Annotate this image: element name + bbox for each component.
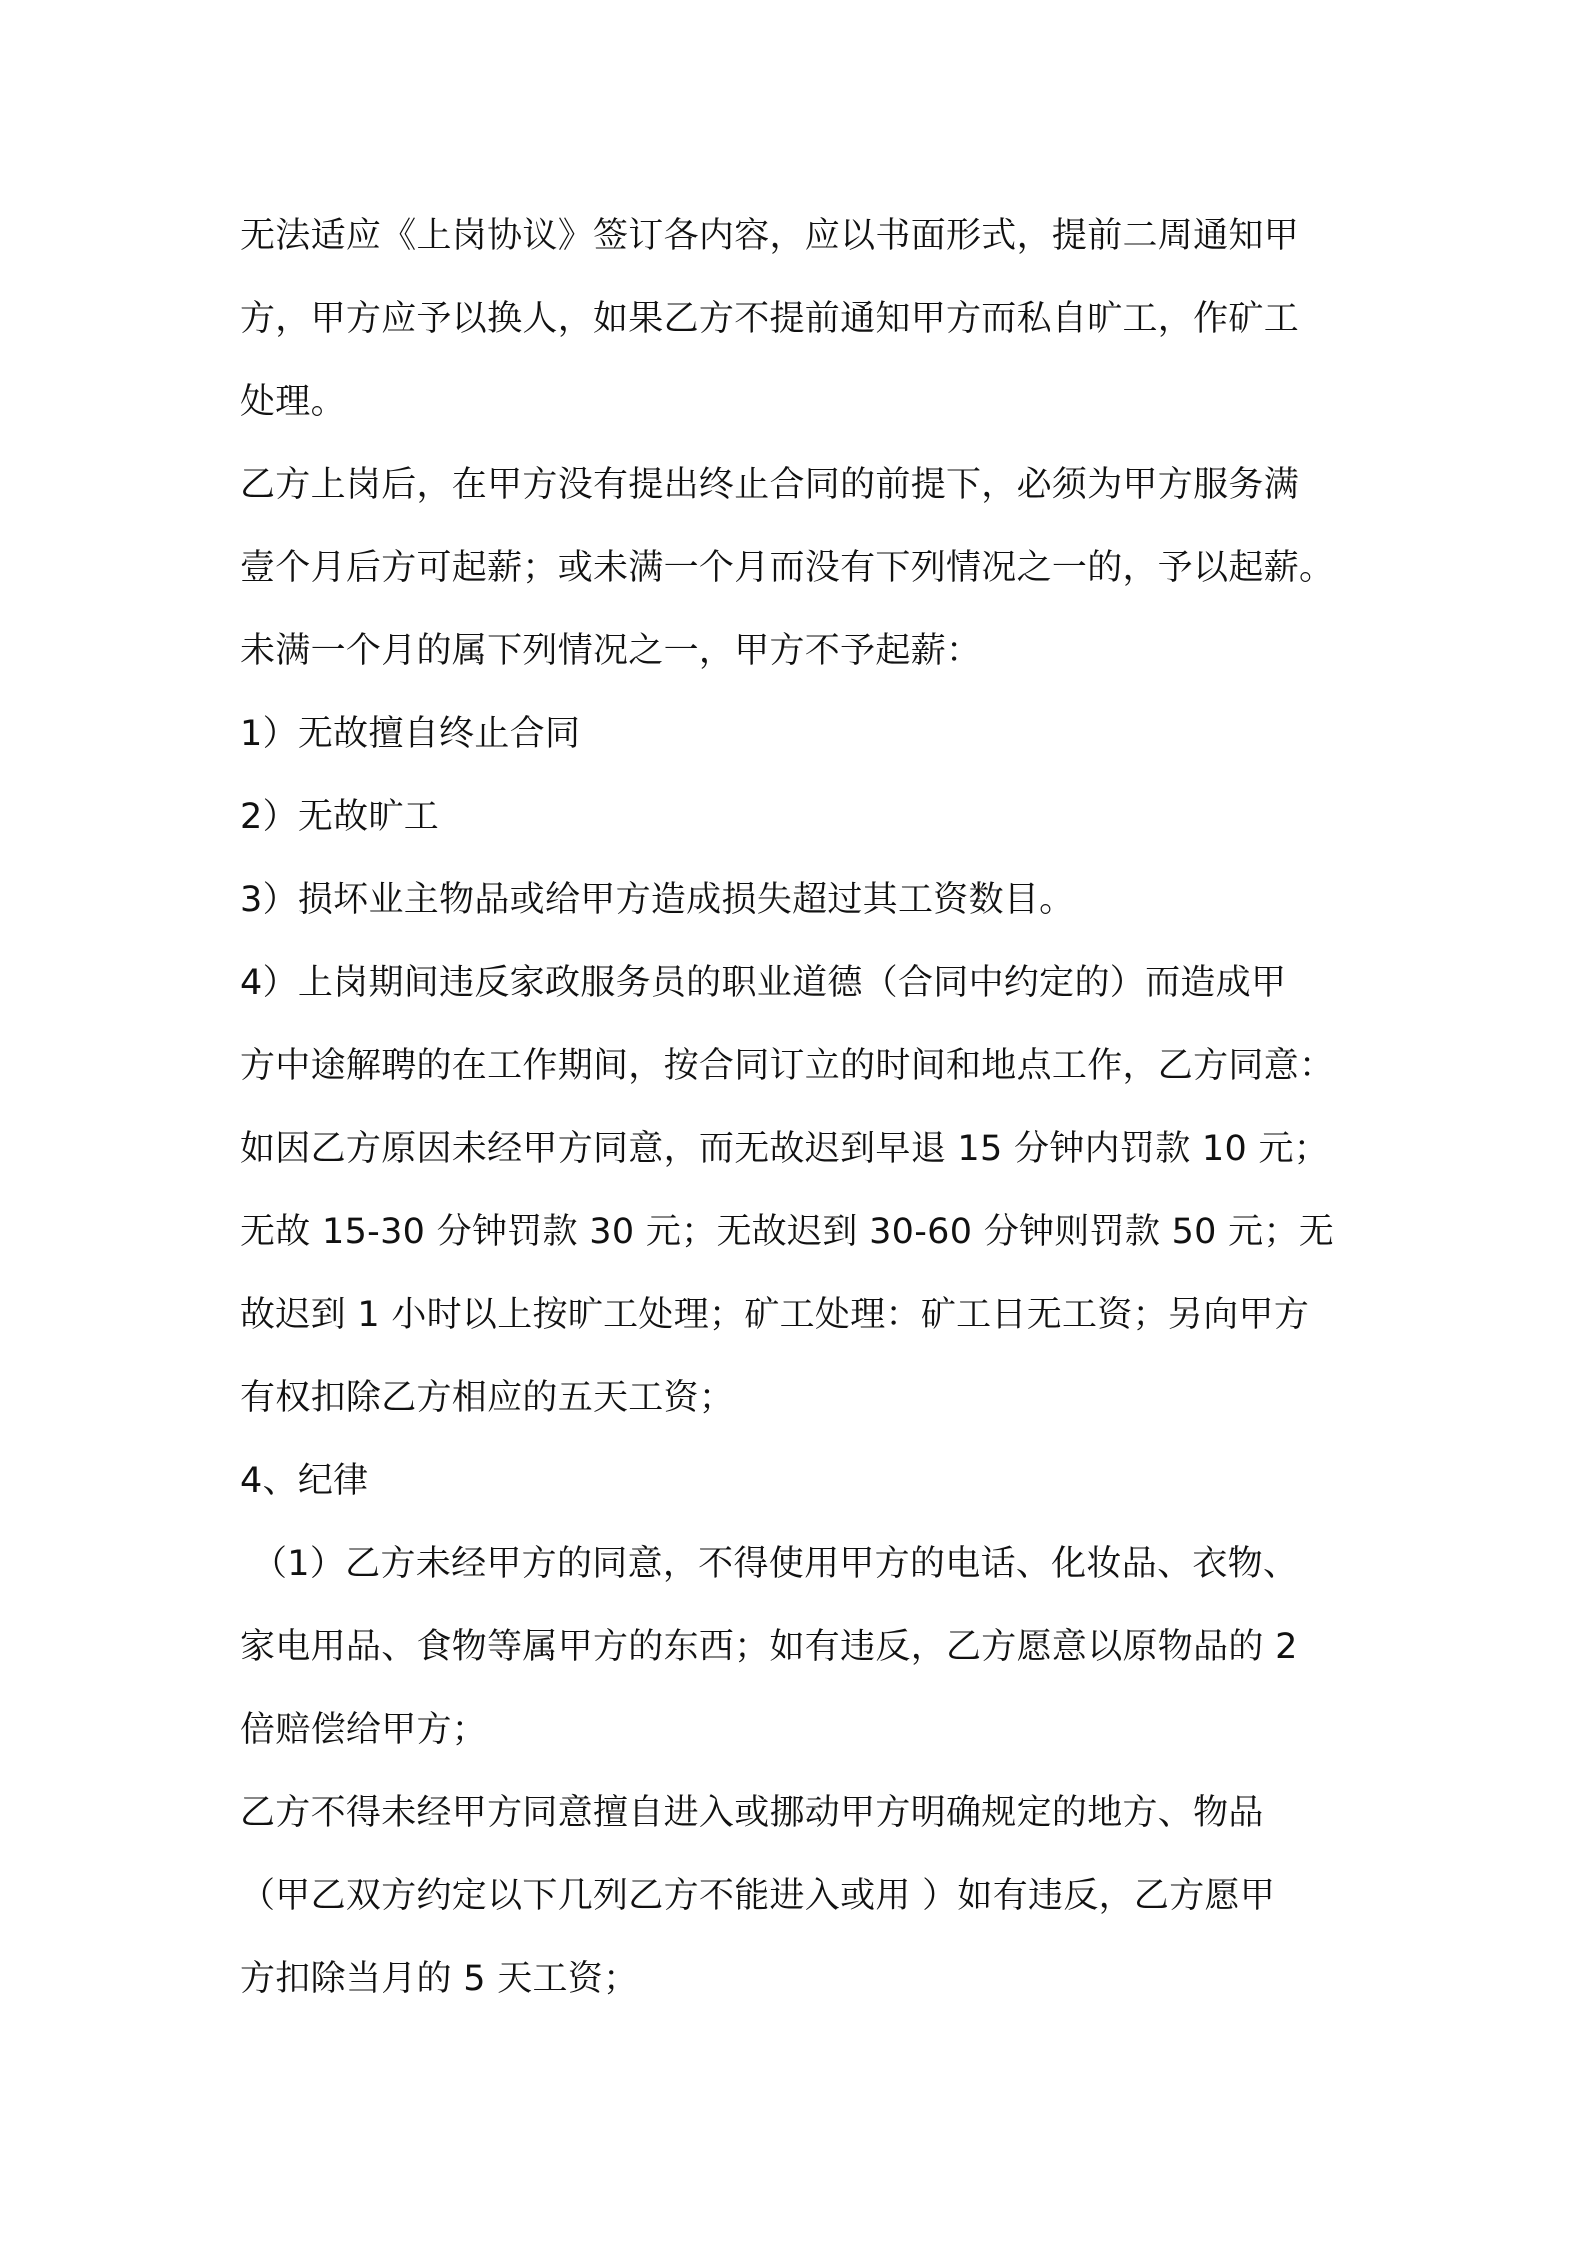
text-line: 如因乙方原因未经甲方同意，而无故迟到早退 15 分钟内罚款 10 元； <box>240 1129 1330 1169</box>
document-body <box>240 195 1360 2021</box>
text-line: 方扣除当月的 5 天工资； <box>240 1959 639 1999</box>
text-line: 乙方不得未经甲方同意擅自进入或挪动甲方明确规定的地方、物品 <box>240 1793 1264 1833</box>
text-line: 家电用品、食物等属甲方的东西；如有违反，乙方愿意以原物品的 2 <box>240 1627 1298 1667</box>
text-line: 处理。 <box>240 382 346 422</box>
text-line: 无法适应《上岗协议》签订各内容，应以书面形式，提前二周通知甲 <box>240 216 1300 256</box>
list-item: 1）无故擅自终止合同 <box>240 714 581 754</box>
text-line: 方中途解聘的在工作期间，按合同订立的时间和地点工作，乙方同意： <box>240 1046 1335 1086</box>
text-line: 无故 15-30 分钟罚款 30 元；无故迟到 30-60 分钟则罚款 50 元；无 <box>240 1212 1335 1252</box>
list-item: 4）上岗期间违反家政服务员的职业道德（合同中约定的）而造成甲 <box>240 963 1287 1003</box>
list-item: （1）乙方未经甲方的同意，不得使用甲方的电话、化妆品、衣物、 <box>252 1544 1299 1584</box>
text-line: 乙方上岗后，在甲方没有提出终止合同的前提下，必须为甲方服务满 <box>240 465 1300 505</box>
text-line: （甲乙双方约定以下几列乙方不能进入或用 ）如有违反，乙方愿甲 <box>240 1876 1276 1916</box>
list-item: 2）无故旷工 <box>240 797 440 837</box>
text-line: 未满一个月的属下列情况之一，甲方不予起薪： <box>240 631 982 671</box>
text-line: 倍赔偿给甲方； <box>240 1710 488 1750</box>
text-line: 壹个月后方可起薪；或未满一个月而没有下列情况之一的，予以起薪。 <box>240 548 1335 588</box>
text-line: 方，甲方应予以换人，如果乙方不提前通知甲方而私自旷工，作矿工 <box>240 299 1300 339</box>
list-item: 3）损坏业主物品或给甲方造成损失超过其工资数目。 <box>240 880 1075 920</box>
text-line: 有权扣除乙方相应的五天工资； <box>240 1378 735 1418</box>
text-line: 故迟到 1 小时以上按旷工处理；矿工处理：矿工日无工资；另向甲方 <box>240 1295 1310 1335</box>
section-heading: 4、纪律 <box>240 1461 369 1501</box>
